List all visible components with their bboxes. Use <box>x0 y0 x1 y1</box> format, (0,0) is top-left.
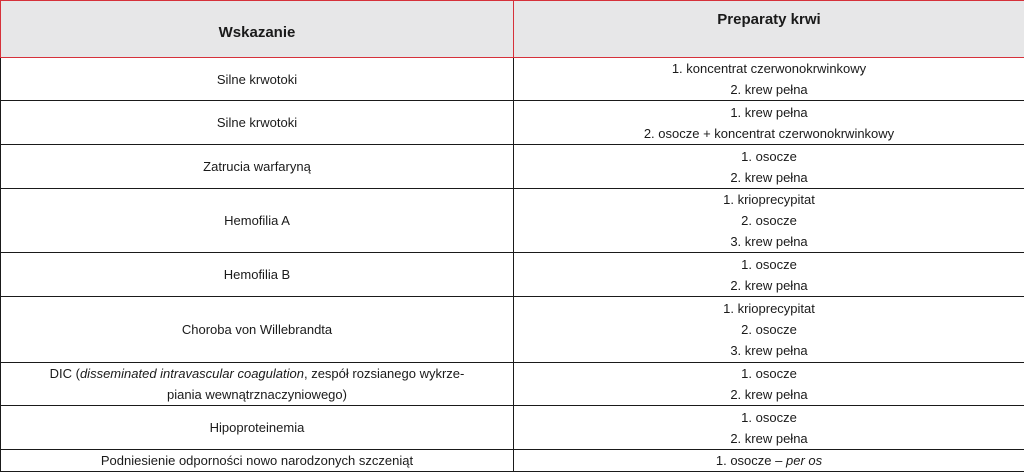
table-row <box>1 58 1024 101</box>
preparations-cell <box>514 101 1024 145</box>
preparation-item: 2. krew pełna <box>514 384 1024 405</box>
indication-cell: Podniesienie odporności nowo narodzonych szczeniąt <box>1 450 514 472</box>
preparations-cell <box>514 297 1024 363</box>
preparation-item: 1. krioprecypitat <box>514 298 1024 319</box>
header-blood-products: Preparaty krwi <box>514 1 1024 58</box>
table-row <box>1 101 1024 145</box>
preparation-item: 2. krew pełna <box>514 275 1024 296</box>
preparation-item: 1. osocze <box>514 254 1024 275</box>
indication-cell: Hemofilia B <box>1 253 514 297</box>
indication-prefix: DIC ( <box>50 366 80 381</box>
preparation-item: 2. krew pełna <box>514 79 1024 100</box>
preparation-italic: per os <box>786 453 822 468</box>
table-row <box>1 406 1024 450</box>
table-row <box>1 450 1024 472</box>
preparation-item: 1. koncentrat czerwonokrwinkowy <box>514 58 1024 79</box>
indication-italic: disseminated intravascular coagulation <box>80 366 304 381</box>
preparations-cell <box>514 253 1024 297</box>
preparation-item: 1. osocze <box>514 146 1024 167</box>
preparation-item: 2. osocze <box>514 319 1024 340</box>
indication-line: piania wewnątrznaczyniowego) <box>1 384 513 405</box>
indication-line <box>1 363 513 384</box>
header-row <box>1 1 1024 58</box>
preparations-cell <box>514 363 1024 406</box>
header-indication: Wskazanie <box>1 1 514 58</box>
preparation-item: 1. osocze <box>514 407 1024 428</box>
preparations-cell <box>514 145 1024 189</box>
table-row <box>1 297 1024 363</box>
preparation-item: 2. krew pełna <box>514 428 1024 449</box>
preparations-cell <box>514 406 1024 450</box>
preparation-item <box>514 450 1024 471</box>
preparation-item: 1. krioprecypitat <box>514 189 1024 210</box>
preparation-item: 2. osocze <box>514 210 1024 231</box>
indication-cell: Silne krwotoki <box>1 101 514 145</box>
table-row <box>1 363 1024 406</box>
table-row <box>1 145 1024 189</box>
table-row <box>1 253 1024 297</box>
preparation-item: 2. krew pełna <box>514 167 1024 188</box>
table-row <box>1 189 1024 253</box>
indication-cell: Choroba von Willebrandta <box>1 297 514 363</box>
preparations-cell <box>514 58 1024 101</box>
preparation-item: 3. krew pełna <box>514 340 1024 361</box>
preparation-item: 1. krew pełna <box>514 102 1024 123</box>
indication-cell: Hipoproteinemia <box>1 406 514 450</box>
indication-rest: , zespół rozsianego wykrze- <box>304 366 464 381</box>
indication-cell: Silne krwotoki <box>1 58 514 101</box>
preparations-cell <box>514 189 1024 253</box>
indication-cell <box>1 363 514 406</box>
preparation-item: 1. osocze <box>514 363 1024 384</box>
preparation-item: 2. osocze + koncentrat czerwonokrwinkowy <box>514 123 1024 144</box>
preparations-cell <box>514 450 1024 472</box>
indication-cell: Zatrucia warfaryną <box>1 145 514 189</box>
indication-cell: Hemofilia A <box>1 189 514 253</box>
preparation-prefix: 1. osocze – <box>716 453 786 468</box>
preparation-item: 3. krew pełna <box>514 231 1024 252</box>
